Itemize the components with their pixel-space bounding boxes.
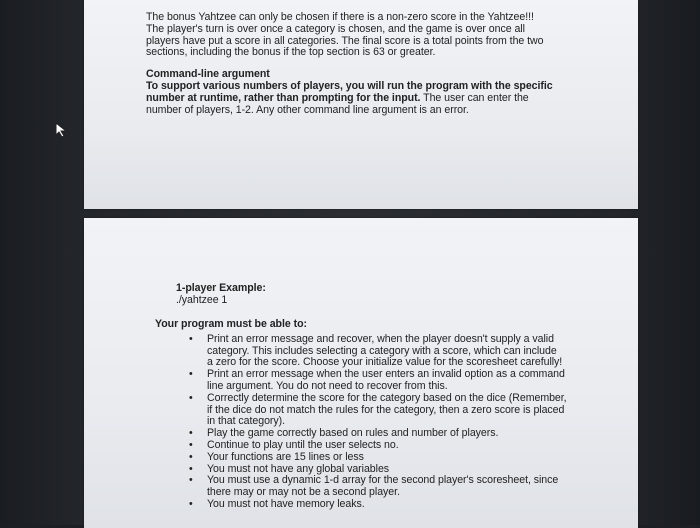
bullet-icon: • xyxy=(189,332,193,345)
list-item: • You must not have memory leaks. xyxy=(189,497,365,510)
bullet-icon: • xyxy=(189,497,193,510)
example-block xyxy=(176,283,616,307)
list-item: • You must use a dynamic 1-d array for the second player's scoresheet, since there may or may not be a second player. xyxy=(189,474,559,499)
command-line-last-line: number of players, 1-2. Any other command line argument is an error. xyxy=(146,103,469,116)
list-item: • Play the game correctly based on rules and number of players. xyxy=(189,427,499,440)
bullet-icon: • xyxy=(189,368,193,381)
command-line-bold-text: To support various numbers of players, you will run the program with the specific number at runtime, rather than prompting for the input. xyxy=(146,79,553,104)
document-page-top xyxy=(84,0,638,209)
mouse-cursor-icon xyxy=(55,122,69,138)
rules-paragraph: The bonus Yahtzee can only be chosen if there is a non-zero score in the Yahtzee!!! The player's turn is over once a category is chosen, and the game is over once all players have put a score in all categories. The final score is a total points from the two sections, including the bonus if the top section is 63 or greater. xyxy=(146,11,544,59)
list-item: • Continue to play until the user selects no. xyxy=(189,438,399,451)
bullet-icon: • xyxy=(189,450,193,463)
list-item: • Print an error message when the user enters an invalid option as a command line argument. You do not need to recover from this. xyxy=(189,368,565,392)
document-page-bottom xyxy=(84,218,638,528)
command-line-heading: Command-line argument xyxy=(146,68,270,81)
list-item: • Print an error message and recover, when the player doesn't supply a valid category. This includes selecting a category with a score, which can include a zero for the score. Choose your initialize value for the scoresheet carefully! xyxy=(189,332,563,369)
bullet-icon: • xyxy=(189,474,193,487)
list-item: • Your functions are 15 lines or less xyxy=(189,450,364,463)
bullet-icon: • xyxy=(189,438,193,451)
bullet-icon: • xyxy=(189,427,193,440)
requirements-block xyxy=(155,319,625,511)
list-item: • You must not have any global variables xyxy=(189,462,390,475)
bullet-icon: • xyxy=(189,391,193,404)
example-command: ./yahtzee 1 xyxy=(176,293,228,306)
list-item: • Correctly determine the score for the category based on the dice (Remember, if the dice do not match the rules for the category, then a zero score is placed in that category). xyxy=(189,391,567,428)
command-line-paragraph xyxy=(146,81,626,105)
bullet-icon: • xyxy=(189,462,193,475)
top-text-block xyxy=(146,12,626,116)
example-heading: 1-player Example: xyxy=(176,282,266,294)
requirements-list xyxy=(155,334,625,511)
requirements-heading: Your program must be able to: xyxy=(155,318,307,330)
command-line-normal-text: The user can enter the xyxy=(420,91,529,104)
